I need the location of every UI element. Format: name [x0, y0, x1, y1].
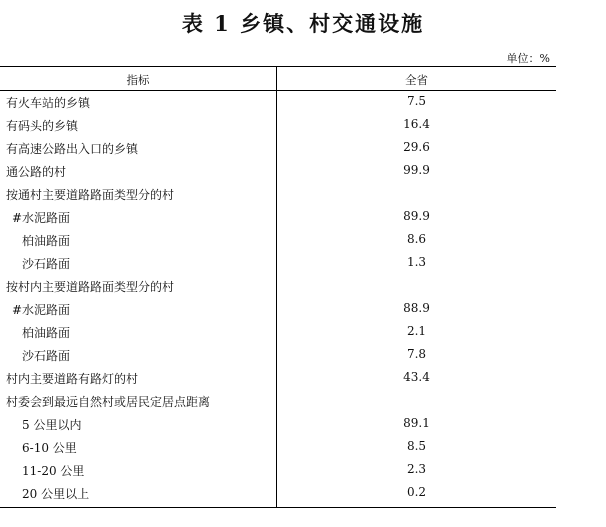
row-value: 88.9: [403, 301, 430, 315]
data-table: [0, 66, 556, 508]
row-value: 7.8: [406, 347, 427, 361]
table-row: [0, 366, 556, 389]
row-value: 2.3: [406, 462, 427, 476]
table-row: [0, 481, 556, 504]
row-value: 7.5: [406, 94, 427, 108]
row-value: 29.6: [403, 140, 430, 154]
table-row: [0, 159, 556, 182]
row-value: 89.1: [403, 416, 430, 430]
unit-label: 单位：%: [506, 52, 550, 65]
row-value: 1.3: [406, 255, 427, 269]
row-value: 89.9: [403, 209, 430, 223]
row-label: 11-20 公里: [22, 464, 85, 478]
table-row: [0, 113, 556, 136]
table-header: [0, 67, 556, 91]
row-label: 有码头的乡镇: [6, 119, 79, 133]
table-row: [0, 458, 556, 481]
row-label: 村内主要道路有路灯的村: [6, 372, 139, 386]
table-row: [0, 228, 556, 251]
table-row: [0, 182, 556, 205]
row-label: 通公路的村: [6, 165, 67, 179]
row-label: #水泥路面: [12, 303, 71, 317]
table-row: [0, 435, 556, 458]
row-value: 8.5: [406, 439, 427, 453]
row-value: 99.9: [403, 163, 430, 177]
table-body: [0, 90, 556, 504]
row-label: 柏油路面: [22, 326, 71, 340]
row-label: 按通村主要道路路面类型分的村: [6, 188, 175, 202]
row-label: 沙石路面: [22, 257, 71, 271]
table-row: [0, 136, 556, 159]
table-row: [0, 205, 556, 228]
row-label: 6-10 公里: [22, 441, 77, 455]
row-label: 柏油路面: [22, 234, 71, 248]
table-row: [0, 90, 556, 113]
table-row: [0, 412, 556, 435]
header-province: 全省: [405, 73, 428, 87]
table-row: [0, 389, 556, 412]
table-row: [0, 343, 556, 366]
page-title: 表 1 乡镇、村交通设施: [181, 11, 425, 36]
row-label: 村委会到最远自然村或居民定居点距离: [6, 395, 211, 409]
row-label: 有高速公路出入口的乡镇: [6, 142, 139, 156]
row-label: 有火车站的乡镇: [6, 96, 91, 110]
row-value: 8.6: [406, 232, 427, 246]
row-label: 沙石路面: [22, 349, 71, 363]
row-value: 16.4: [403, 117, 430, 131]
header-indicator: 指标: [126, 73, 150, 87]
row-value: 0.2: [406, 485, 427, 499]
row-value: 43.4: [403, 370, 430, 384]
table-row: [0, 251, 556, 274]
table-row: [0, 320, 556, 343]
table-row: [0, 274, 556, 297]
row-label: 5 公里以内: [22, 418, 82, 432]
table-row: [0, 297, 556, 320]
row-label: 20 公里以上: [22, 487, 90, 501]
row-label: #水泥路面: [12, 211, 71, 225]
row-label: 按村内主要道路路面类型分的村: [6, 280, 175, 294]
row-value: 2.1: [406, 324, 427, 338]
